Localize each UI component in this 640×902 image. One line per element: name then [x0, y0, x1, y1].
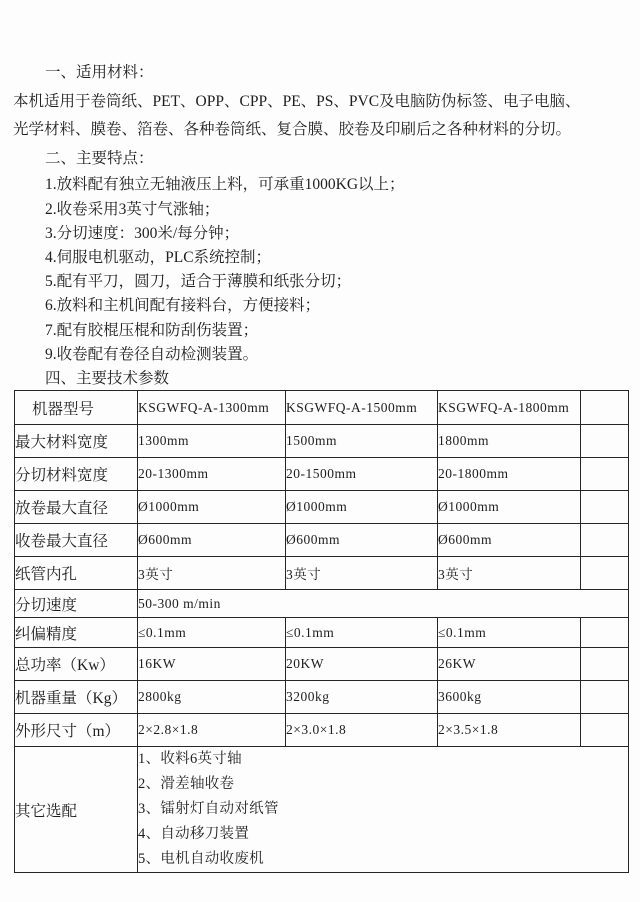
cell-value: 16KW: [138, 648, 286, 681]
cell-value: Ø600mm: [286, 524, 438, 557]
table-row-core-bore: [15, 557, 629, 590]
section-heading-materials: 一、适用材料：: [45, 64, 154, 81]
row-label: 其它选配: [15, 747, 138, 873]
empty-cell: [581, 391, 629, 425]
cell-value: 20-1500mm: [286, 458, 438, 491]
cell-value: 26KW: [438, 648, 581, 681]
empty-cell: [581, 557, 629, 590]
section-heading-features: 二、主要特点：: [45, 149, 154, 167]
row-label: 分切材料宽度: [15, 458, 138, 491]
paragraph-line: 光学材料、膜卷、箔卷、各种卷筒纸、复合膜、胶卷及印刷后之各种材料的分切。: [13, 121, 572, 139]
empty-cell: [581, 681, 629, 714]
cell-value: 1800mm: [438, 425, 581, 458]
section-heading-specs: 四、主要技术参数: [45, 370, 170, 387]
row-label: 机器重量（Kg）: [15, 681, 138, 714]
cell-value: 3200kg: [286, 681, 438, 714]
table-row-weight: [15, 681, 629, 714]
option-item: 4、自动移刀装置: [138, 826, 250, 842]
row-label: 放卷最大直径: [15, 491, 138, 524]
cell-value: ≤0.1mm: [438, 618, 581, 648]
table-row-speed: [15, 590, 629, 618]
cell-value: 50-300 m/min: [138, 590, 629, 618]
row-label: 收卷最大直径: [15, 524, 138, 557]
paragraph-line: 本机适用于卷筒纸、PET、OPP、CPP、PE、PS、PVC及电脑防伪标签、电子电脑、: [13, 92, 581, 110]
empty-cell: [581, 524, 629, 557]
table-row-dimensions: [15, 714, 629, 747]
cell-value: 20KW: [286, 648, 438, 681]
row-label: 分切速度: [15, 590, 138, 618]
cell-value: KSGWFQ-A-1800mm: [438, 391, 581, 425]
cell-value: 3英寸: [286, 557, 438, 590]
feature-item: 6.放料和主机间配有接料台，方便接料；: [45, 297, 321, 315]
empty-cell: [581, 648, 629, 681]
cell-value: ≤0.1mm: [138, 618, 286, 648]
row-label: 总功率（Kw）: [15, 648, 138, 681]
cell-value: Ø1000mm: [138, 491, 286, 524]
feature-item: 7.配有胶棍压棍和防刮伤装置；: [45, 321, 259, 339]
table-row-rewind-diameter: [15, 524, 629, 557]
feature-item: 5.配有平刀，圆刀，适合于薄膜和纸张分切；: [45, 273, 352, 291]
row-label: 纠偏精度: [15, 618, 138, 648]
feature-item: 1.放料配有独立无轴液压上料，可承重1000KG以上；: [45, 176, 405, 194]
options-list: [138, 747, 629, 873]
empty-cell: [581, 458, 629, 491]
table-row-model: [15, 391, 629, 425]
feature-item: 4.伺服电机驱动，PLC系统控制；: [45, 248, 272, 266]
row-label: 最大材料宽度: [15, 425, 138, 458]
intro-section: [13, 59, 629, 391]
table-row-deviation: [15, 618, 629, 648]
cell-value: Ø600mm: [438, 524, 581, 557]
cell-value: Ø600mm: [138, 524, 286, 557]
cell-value: 20-1800mm: [438, 458, 581, 491]
cell-value: Ø1000mm: [286, 491, 438, 524]
cell-value: 1500mm: [286, 425, 438, 458]
cell-value: 3600kg: [438, 681, 581, 714]
empty-cell: [581, 425, 629, 458]
cell-value: KSGWFQ-A-1500mm: [286, 391, 438, 425]
cell-value: 1300mm: [138, 425, 286, 458]
row-label: 纸管内孔: [15, 557, 138, 590]
option-item: 1、收料6英寸轴: [138, 751, 242, 767]
cell-value: 20-1300mm: [138, 458, 286, 491]
cell-value: 3英寸: [138, 557, 286, 590]
cell-value: 3英寸: [438, 557, 581, 590]
table-row-slit-width: [15, 458, 629, 491]
empty-cell: [581, 618, 629, 648]
empty-cell: [581, 714, 629, 747]
feature-item: 3.分切速度：300米/每分钟；: [45, 224, 240, 242]
cell-value: 2×3.0×1.8: [286, 714, 438, 747]
row-label: 外形尺寸（m）: [15, 714, 138, 747]
cell-value: 2×2.8×1.8: [138, 714, 286, 747]
empty-cell: [581, 491, 629, 524]
row-label: 机器型号: [15, 391, 138, 425]
option-item: 3、镭射灯自动对纸管: [138, 801, 279, 817]
cell-value: ≤0.1mm: [286, 618, 438, 648]
cell-value: 2×3.5×1.8: [438, 714, 581, 747]
spec-table: [14, 390, 629, 873]
cell-value: 2800kg: [138, 681, 286, 714]
feature-item: 2.收卷采用3英寸气涨轴；: [45, 200, 220, 218]
table-row-unwind-diameter: [15, 491, 629, 524]
table-row-power: [15, 648, 629, 681]
table-row-max-width: [15, 425, 629, 458]
feature-item: 9.收卷配有卷径自动检测装置。: [45, 345, 259, 363]
cell-value: KSGWFQ-A-1300mm: [138, 391, 286, 425]
cell-value: Ø1000mm: [438, 491, 581, 524]
table-row-options: [15, 747, 629, 873]
option-item: 5、电机自动收废机: [138, 851, 264, 867]
option-item: 2、滑差轴收卷: [138, 776, 235, 792]
